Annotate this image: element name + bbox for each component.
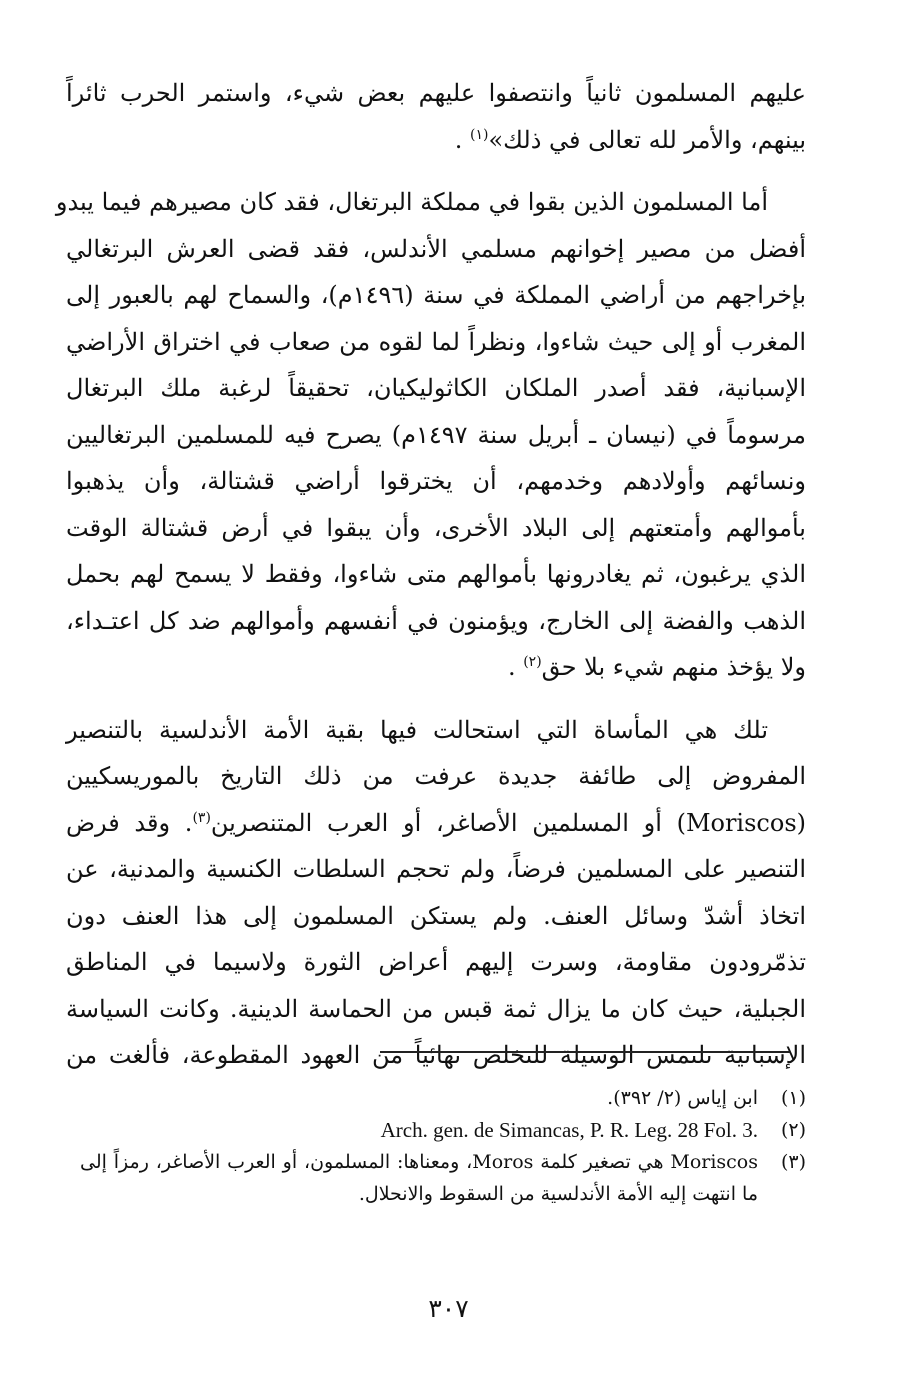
text-line: بأموالهم وأمتعتهم إلى البلاد الأخرى، وأن يبقوا في أرض قشتالة الوقت	[66, 513, 806, 542]
footnote-ref-3: (٣)	[192, 809, 211, 826]
text-line: تذمّرودون مقاومة، وسرت إليهم أعراض الثورة ولاسيما في المناطق	[66, 948, 806, 976]
line-tail: .	[507, 653, 524, 681]
text-line: الجبلية، حيث كان ما يزال ثمة قبس من الحماسة الدينية. وكانت السياسة	[66, 994, 806, 1023]
text-line: أما المسلمون الذين بقوا في مملكة البرتغال، فقد كان مصيرهم فيما يبدو	[55, 188, 768, 216]
text-line: ونسائهم وأولادهم وخدمهم، أن يخترقوا أراضي قشتالة، وأن يذهبوا	[66, 467, 806, 495]
text-line	[66, 644, 806, 691]
main-text	[55, 70, 807, 1079]
text-line: بإخراجهم من أراضي المملكة في سنة (١٤٩٦م)، والسماح لهم بالعبور إلى	[66, 281, 807, 309]
text-line: مرسوماً في (نيسان ـ أبريل سنة ١٤٩٧م) يصرح فيه للمسلمين البرتغاليين	[66, 420, 806, 449]
footnote-text: ابن إياس (٢/ ٣٩٢).	[607, 1087, 758, 1109]
text-line: اتخاذ أشدّ وسائل العنف. ولم يستكن المسلمون إلى هذا العنف دون	[66, 901, 806, 930]
text-line	[66, 117, 806, 164]
footnote-divider	[380, 1051, 790, 1053]
paragraph-2	[55, 179, 807, 691]
footnote-number: (٢)	[780, 1119, 806, 1141]
footnote-1	[80, 1082, 806, 1114]
text-line: المفروض إلى طائفة جديدة عرفت من ذلك التاريخ بالموريسكيين	[66, 762, 806, 790]
line-text: (Moriscos) أو المسلمين الأصاغر، أو العرب المتنصرين	[210, 808, 807, 837]
text-line: أفضل من مصير إخوانهم مسلمي الأندلس، فقد قضى العرش البرتغالي	[66, 234, 806, 263]
footnote-number: (٣)	[780, 1151, 806, 1173]
text-line: الذهب والفضة إلى الخارج، ويؤمنون في أنفسهم وأموالهم ضد كل اعتـداء،	[66, 606, 806, 635]
text-line: التنصير على المسلمين فرضاً، ولم تحجم السلطات الكنسية والمدنية، عن	[66, 855, 806, 883]
line-tail: . وقد فرض	[66, 808, 193, 837]
footnote-text: Arch. gen. de Simancas, P. R. Leg. 28 Fol. 3.	[380, 1118, 758, 1142]
text-line: تلك هي المأساة التي استحالت فيها بقية الأمة الأندلسية بالتنصير	[66, 715, 768, 744]
text-line: الإسبانية تلتمس الوسيلة للتخلص نهائياً من العهود المقطوعة، فألغت من	[66, 1041, 806, 1069]
footnote-text: Moriscos هي تصغير كلمة Moros، ومعناها: المسلمون، أو العرب الأصاغر، رمزاً إلى ما انتهت إليه الأمة الأندلسية من السقوط والانحلال.	[80, 1151, 758, 1205]
line-text: بينهم، والأمر لله تعالى في ذلك»	[488, 125, 806, 154]
text-line	[66, 800, 806, 847]
footnote-ref-2: (٢)	[523, 654, 542, 670]
line-text: ولا يؤخذ منهم شيء بلا حق	[541, 653, 806, 681]
paragraph-1	[66, 70, 806, 163]
page-number: ٣٠٧	[428, 1294, 469, 1323]
footnote-3	[80, 1146, 806, 1210]
footnotes	[80, 1082, 806, 1210]
footnote-number: (١)	[780, 1087, 806, 1109]
footnote-2	[80, 1114, 806, 1146]
text-line: عليهم المسلمون ثانياً وانتصفوا عليهم بعض شيء، واستمر الحرب ثائراً	[66, 79, 806, 107]
text-line: الذي يرغبون، ثم يغادرونها بأموالهم متى شاءوا، وفقط لا يسمح لهم بحمل	[66, 560, 806, 588]
text-line: المغرب أو إلى حيث شاءوا، ونظراً لما لقوه من صعاب في اختراق الأراضي	[66, 327, 806, 356]
text-line: الإسبانية، فقد أصدر الملكان الكاثوليكيان، تحقيقاً لرغبة ملك البرتغال	[66, 374, 806, 402]
paragraph-3	[66, 707, 806, 1079]
line-tail: .	[454, 125, 470, 154]
footnote-ref-1: (١)	[470, 126, 489, 143]
